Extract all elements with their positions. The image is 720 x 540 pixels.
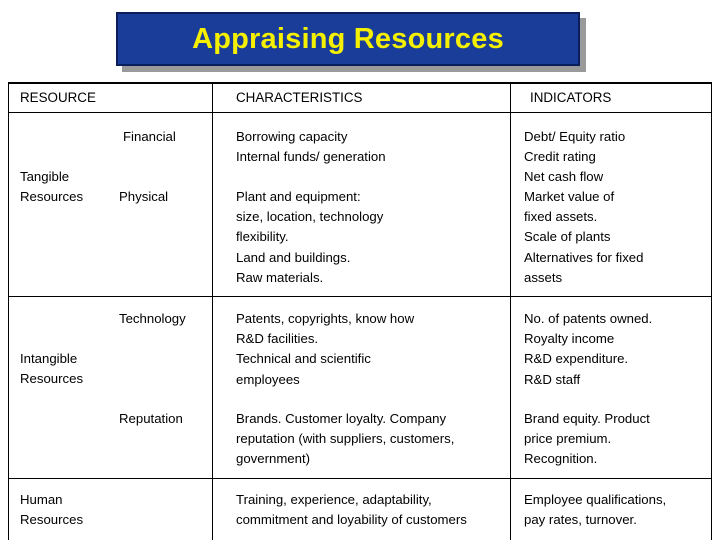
title-banner: [116, 12, 580, 66]
header-resource: RESOURCE: [20, 90, 96, 105]
indicators-technology: No. of patents owned. Royalty income R&D expenditure. R&D staff: [524, 311, 653, 387]
vertical-rule-middle-2: [510, 82, 511, 540]
indicators-financial: Debt/ Equity ratio Credit rating Net cash flow: [524, 129, 626, 185]
row-name-technology: Technology: [119, 311, 186, 326]
vertical-rule-right: [711, 82, 712, 540]
group-intangible-resources: Intangible Resources: [20, 351, 84, 387]
header-bottom-rule: [8, 112, 712, 113]
vertical-rule-left: [8, 82, 9, 540]
page-title: Appraising Resources: [192, 22, 504, 55]
indicators-human: Employee qualifications, pay rates, turnover.: [524, 492, 667, 528]
indicators-physical: Market value of fixed assets. Scale of plants Alternatives for fixed assets: [524, 189, 644, 285]
tangible-bottom-rule: [8, 296, 712, 297]
group-tangible-resources: Tangible Resources: [20, 169, 84, 205]
characteristics-physical: Plant and equipment: size, location, technology flexibility. Land and buildings. Raw materials.: [236, 189, 384, 285]
indicators-reputation: Brand equity. Product price premium. Recognition.: [524, 411, 650, 467]
row-name-physical: Physical: [119, 189, 169, 204]
header-top-rule: [8, 82, 712, 84]
characteristics-human: Training, experience, adaptability, commitment and loyability of customers: [236, 492, 467, 528]
vertical-rule-middle-1: [212, 82, 213, 540]
row-name-financial: Financial: [123, 129, 176, 144]
group-human-resources: Human Resources: [20, 492, 84, 528]
characteristics-financial: Borrowing capacity Internal funds/ generation: [236, 129, 386, 165]
header-indicators: INDICATORS: [530, 90, 612, 105]
intangible-bottom-rule: [8, 478, 712, 479]
header-characteristics: CHARACTERISTICS: [236, 90, 363, 105]
characteristics-technology: Patents, copyrights, know how R&D facilities. Technical and scientific employees: [236, 311, 415, 387]
characteristics-reputation: Brands. Customer loyalty. Company reputation (with suppliers, customers, government): [236, 411, 455, 467]
row-name-reputation: Reputation: [119, 411, 183, 426]
